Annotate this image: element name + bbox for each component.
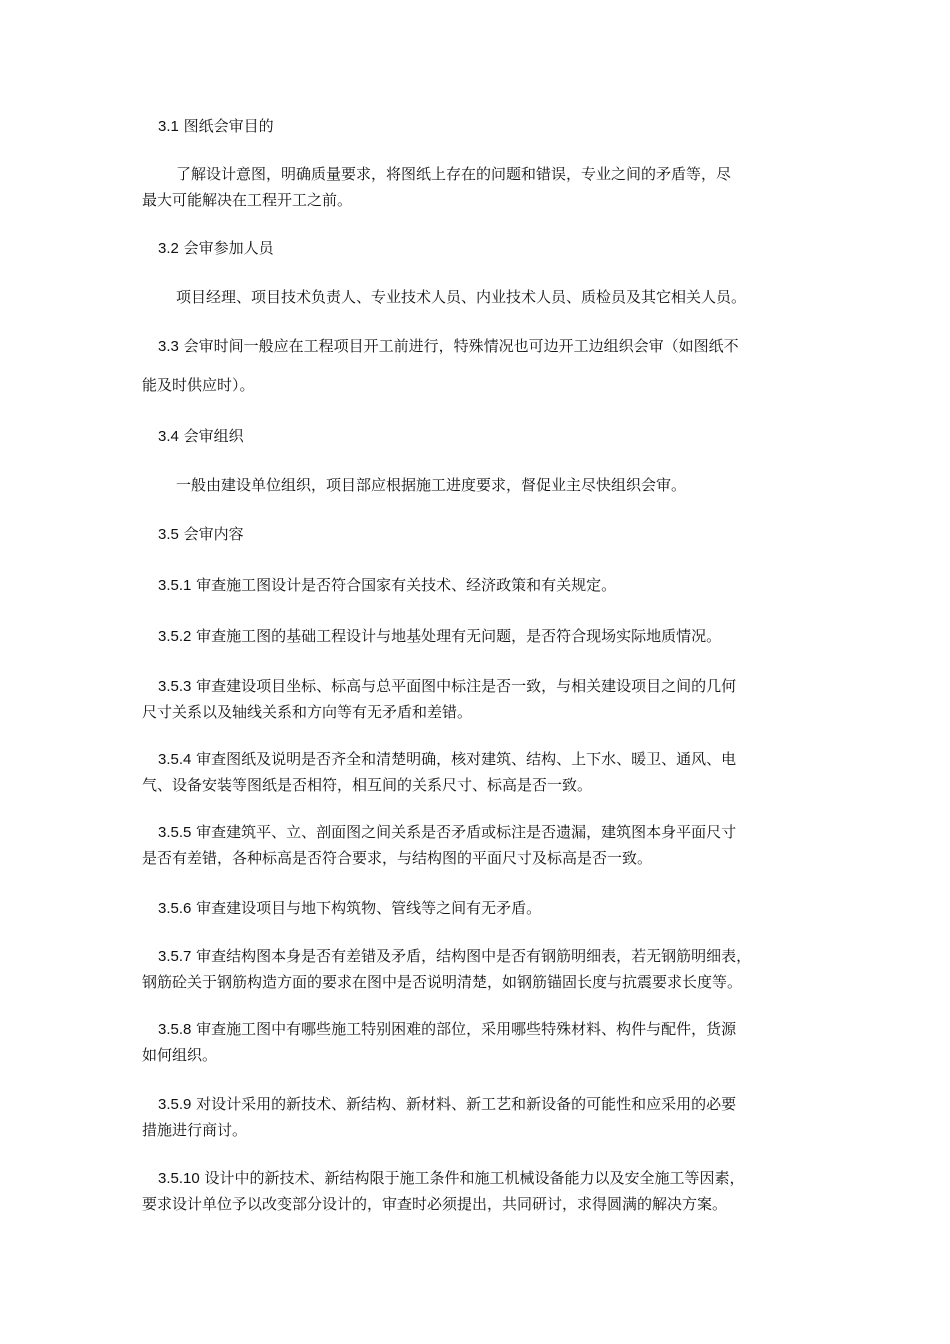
section-3-1-body-line-2: 最大可能解决在工程开工之前。 — [142, 191, 353, 209]
section-3-5-8-line-1 — [142, 1019, 838, 1040]
section-3-2-body-line-1: 项目经理、项目技术负责人、专业技术人员、内业技术人员、质检员及其它相关人员。 — [176, 288, 747, 306]
section-text: 审查建设项目坐标、标高与总平面图中标注是否一致，与相关建设项目之间的几何 — [196, 677, 737, 695]
section-text: 会审时间一般应在工程项目开工前进行，特殊情况也可边开工边组织会审（如图纸不 — [183, 337, 739, 355]
section-3-5-8-line-2: 如何组织。 — [142, 1046, 218, 1064]
section-number: 3.5.2 — [158, 628, 192, 645]
section-3-5-3-line-1 — [142, 676, 838, 697]
section-title: 会审内容 — [183, 525, 244, 543]
section-title: 图纸会审目的 — [183, 117, 274, 135]
section-3-5-5-line-2: 是否有差错，各种标高是否符合要求，与结构图的平面尺寸及标高是否一致。 — [142, 849, 653, 867]
section-3-5-heading — [142, 524, 838, 545]
section-3-2-heading — [142, 238, 838, 259]
section-text: 对设计采用的新技术、新结构、新材料、新工艺和新设备的可能性和应采用的必要 — [196, 1095, 737, 1113]
section-number: 3.5.5 — [158, 824, 192, 841]
section-number: 3.5.4 — [158, 751, 192, 768]
section-3-5-3-line-2: 尺寸关系以及轴线关系和方向等有无矛盾和差错。 — [142, 703, 473, 721]
section-text: 审查结构图本身是否有差错及矛盾，结构图中是否有钢筋明细表，若无钢筋明细表， — [196, 947, 752, 965]
section-3-3-line-2: 能及时供应时）。 — [142, 376, 255, 394]
section-3-4-heading — [142, 426, 838, 447]
section-text: 设计中的新技术、新结构限于施工条件和施工机械设备能力以及安全施工等因素， — [204, 1169, 745, 1187]
section-3-5-4-line-2: 气、设备安装等图纸是否相符，相互间的关系尺寸、标高是否一致。 — [142, 776, 593, 794]
section-3-5-1-line-1 — [142, 575, 838, 596]
section-3-5-10-line-1 — [142, 1168, 838, 1189]
section-number: 3.5.3 — [158, 678, 192, 695]
section-3-4-body-line-1: 一般由建设单位组织，项目部应根据施工进度要求，督促业主尽快组织会审。 — [176, 476, 687, 494]
section-text: 审查图纸及说明是否齐全和清楚明确，核对建筑、结构、上下水、暖卫、通风、电 — [196, 750, 737, 768]
section-3-5-4-line-1 — [142, 749, 838, 770]
section-text: 审查建设项目与地下构筑物、管线等之间有无矛盾。 — [196, 899, 542, 917]
section-text: 审查施工图设计是否符合国家有关技术、经济政策和有关规定。 — [196, 576, 617, 594]
section-number: 3.5.10 — [158, 1170, 200, 1187]
section-3-5-7-line-1 — [142, 946, 838, 967]
section-3-5-5-line-1 — [142, 822, 838, 843]
section-3-5-9-line-2: 措施进行商讨。 — [142, 1121, 248, 1139]
section-3-5-6-line-1 — [142, 898, 838, 919]
section-3-5-7-line-2: 钢筋砼关于钢筋构造方面的要求在图中是否说明清楚，如钢筋锚固长度与抗震要求长度等。 — [142, 973, 743, 991]
section-number: 3.1 — [158, 118, 179, 135]
section-3-3-line-1 — [142, 336, 838, 357]
section-number: 3.5 — [158, 526, 179, 543]
section-3-1-heading — [142, 116, 838, 137]
section-text: 审查施工图的基础工程设计与地基处理有无问题，是否符合现场实际地质情况。 — [196, 627, 722, 645]
section-number: 3.2 — [158, 240, 179, 257]
section-title: 会审参加人员 — [183, 239, 274, 257]
section-number: 3.3 — [158, 338, 179, 355]
section-number: 3.5.9 — [158, 1096, 192, 1113]
section-number: 3.5.1 — [158, 577, 192, 594]
section-text: 审查建筑平、立、剖面图之间关系是否矛盾或标注是否遗漏，建筑图本身平面尺寸 — [196, 823, 737, 841]
section-3-5-2-line-1 — [142, 626, 838, 647]
section-3-5-10-line-2: 要求设计单位予以改变部分设计的，审查时必须提出，共同研讨，求得圆满的解决方案。 — [142, 1195, 728, 1213]
section-number: 3.4 — [158, 428, 179, 445]
section-number: 3.5.8 — [158, 1021, 192, 1038]
section-number: 3.5.6 — [158, 900, 192, 917]
section-text: 审查施工图中有哪些施工特别困难的部位，采用哪些特殊材料、构件与配件，货源 — [196, 1020, 737, 1038]
section-3-5-9-line-1 — [142, 1094, 838, 1115]
section-number: 3.5.7 — [158, 948, 192, 965]
section-3-1-body-line-1: 了解设计意图，明确质量要求，将图纸上存在的问题和错误，专业之间的矛盾等，尽 — [176, 165, 732, 183]
section-title: 会审组织 — [183, 427, 244, 445]
